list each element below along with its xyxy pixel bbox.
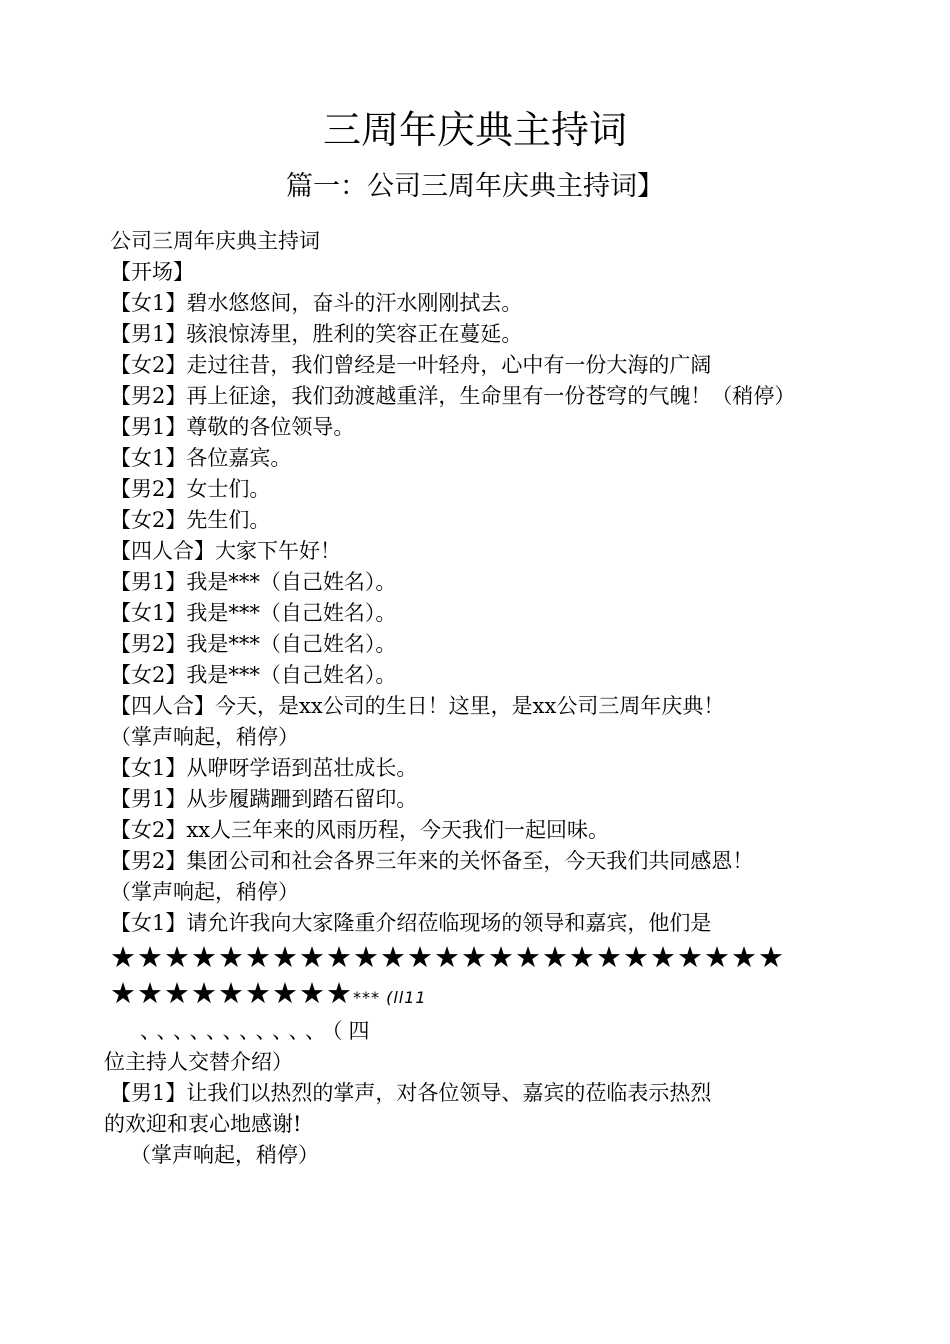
- script-line: [110, 846, 835, 877]
- script-line: [110, 257, 835, 288]
- closing-note: （掌声响起，稍停）: [130, 1143, 319, 1167]
- line-text: 各位嘉宾。: [186, 446, 292, 470]
- pause-marks: 、、、、、、、、、、、（四: [140, 1019, 376, 1043]
- line-text: 我是***（自己姓名）。: [186, 601, 397, 625]
- star-placeholder-row: [110, 975, 835, 1016]
- script-line: [110, 319, 835, 350]
- line-tag: 【四人合】: [110, 694, 215, 718]
- line-text: 大家下午好！: [215, 539, 341, 563]
- line-text: 尊敬的各位领导。: [186, 415, 355, 439]
- line-tag: 【女1】: [110, 291, 187, 315]
- script-line: [110, 288, 835, 319]
- star-placeholder-row: ★★★★★★★★★★★★★★★★★★★★★★★★★: [110, 940, 785, 974]
- script-line: [110, 877, 835, 908]
- closing-line: [110, 1078, 835, 1109]
- line-text: 先生们。: [186, 508, 271, 532]
- document-subtitle: 篇一：公司三周年庆典主持词】: [286, 171, 664, 202]
- line-tag: 【四人合】: [110, 539, 215, 563]
- script-line: [110, 381, 835, 412]
- line-tag: 【女1】: [110, 911, 187, 935]
- line-tag: 【女1】: [110, 446, 187, 470]
- line-tag: 【女2】: [110, 663, 187, 687]
- line-text: 公司三周年庆典主持词: [110, 229, 320, 253]
- line-tag: 【男1】: [110, 322, 187, 346]
- line-text: xx人三年来的风雨历程，今天我们一起回味。: [186, 818, 610, 842]
- line-text: 集团公司和社会各界三年来的关怀备至，今天我们共同感恩！: [186, 849, 754, 873]
- script-body: [104, 226, 835, 1171]
- line-tag: 【女2】: [110, 508, 187, 532]
- line-tag: 【女2】: [110, 818, 187, 842]
- line-tag: 【女1】: [110, 756, 187, 780]
- script-line: [110, 412, 835, 443]
- script-line: [110, 474, 835, 505]
- script-line: [110, 350, 835, 381]
- star-placeholder-tail: *** (ll11: [352, 988, 427, 1007]
- line-text: 今天，是xx公司的生日！这里，是xx公司三周年庆典！: [215, 694, 725, 718]
- line-text: 从咿呀学语到茁壮成长。: [186, 756, 418, 780]
- line-tag: 【男2】: [110, 849, 187, 873]
- line-text: 碧水悠悠间，奋斗的汗水刚刚拭去。: [186, 291, 523, 315]
- line-text: 我是***（自己姓名）。: [186, 632, 397, 656]
- line-text: （掌声响起，稍停）: [110, 725, 299, 749]
- line-tag: 【男2】: [110, 384, 187, 408]
- line-text: 让我们以热烈的掌声，对各位领导、嘉宾的莅临表示热烈: [186, 1081, 712, 1105]
- line-text: 我是***（自己姓名）。: [186, 570, 397, 594]
- star-placeholder-stars: ★★★★★★★★★: [110, 976, 353, 1010]
- script-line: [110, 629, 835, 660]
- closing-line-continuation: 的欢迎和衷心地感谢!: [104, 1112, 302, 1136]
- pause-continuation: 位主持人交替介绍）: [104, 1050, 293, 1074]
- script-line: [110, 567, 835, 598]
- line-text: 骇浪惊涛里，胜利的笑容正在蔓延。: [186, 322, 523, 346]
- line-tag: 【男2】: [110, 632, 187, 656]
- line-tag: 【男2】: [110, 477, 187, 501]
- script-line: [110, 908, 835, 939]
- script-line: [110, 505, 835, 536]
- script-line: [110, 722, 835, 753]
- line-text: 再上征途，我们劲渡越重洋，生命里有一份苍穹的气魄！（稍停）: [186, 384, 796, 408]
- line-text: 我是***（自己姓名）。: [186, 663, 397, 687]
- line-text: 从步履蹒跚到踏石留印。: [186, 787, 418, 811]
- line-tag: 【女1】: [110, 601, 187, 625]
- document-title: 三周年庆典主持词: [322, 108, 627, 152]
- script-line: [110, 660, 835, 691]
- script-line: [110, 784, 835, 815]
- line-tag: 【男1】: [110, 787, 187, 811]
- line-tag: 【女2】: [110, 353, 187, 377]
- line-tag: 【开场】: [110, 260, 194, 284]
- line-text: 走过往昔，我们曾经是一叶轻舟，心中有一份大海的广阔: [186, 353, 712, 377]
- script-line: [110, 226, 835, 257]
- line-text: 请允许我向大家隆重介绍莅临现场的领导和嘉宾，他们是: [186, 911, 712, 935]
- script-line: [110, 753, 835, 784]
- script-line: [110, 536, 835, 567]
- line-text: 女士们。: [186, 477, 271, 501]
- line-tag: 【男1】: [110, 570, 187, 594]
- script-line: [110, 443, 835, 474]
- line-tag: 【男1】: [110, 1081, 187, 1105]
- script-line: [110, 815, 835, 846]
- line-text: （掌声响起，稍停）: [110, 880, 299, 904]
- script-line: [110, 598, 835, 629]
- script-line: [110, 691, 835, 722]
- line-tag: 【男1】: [110, 415, 187, 439]
